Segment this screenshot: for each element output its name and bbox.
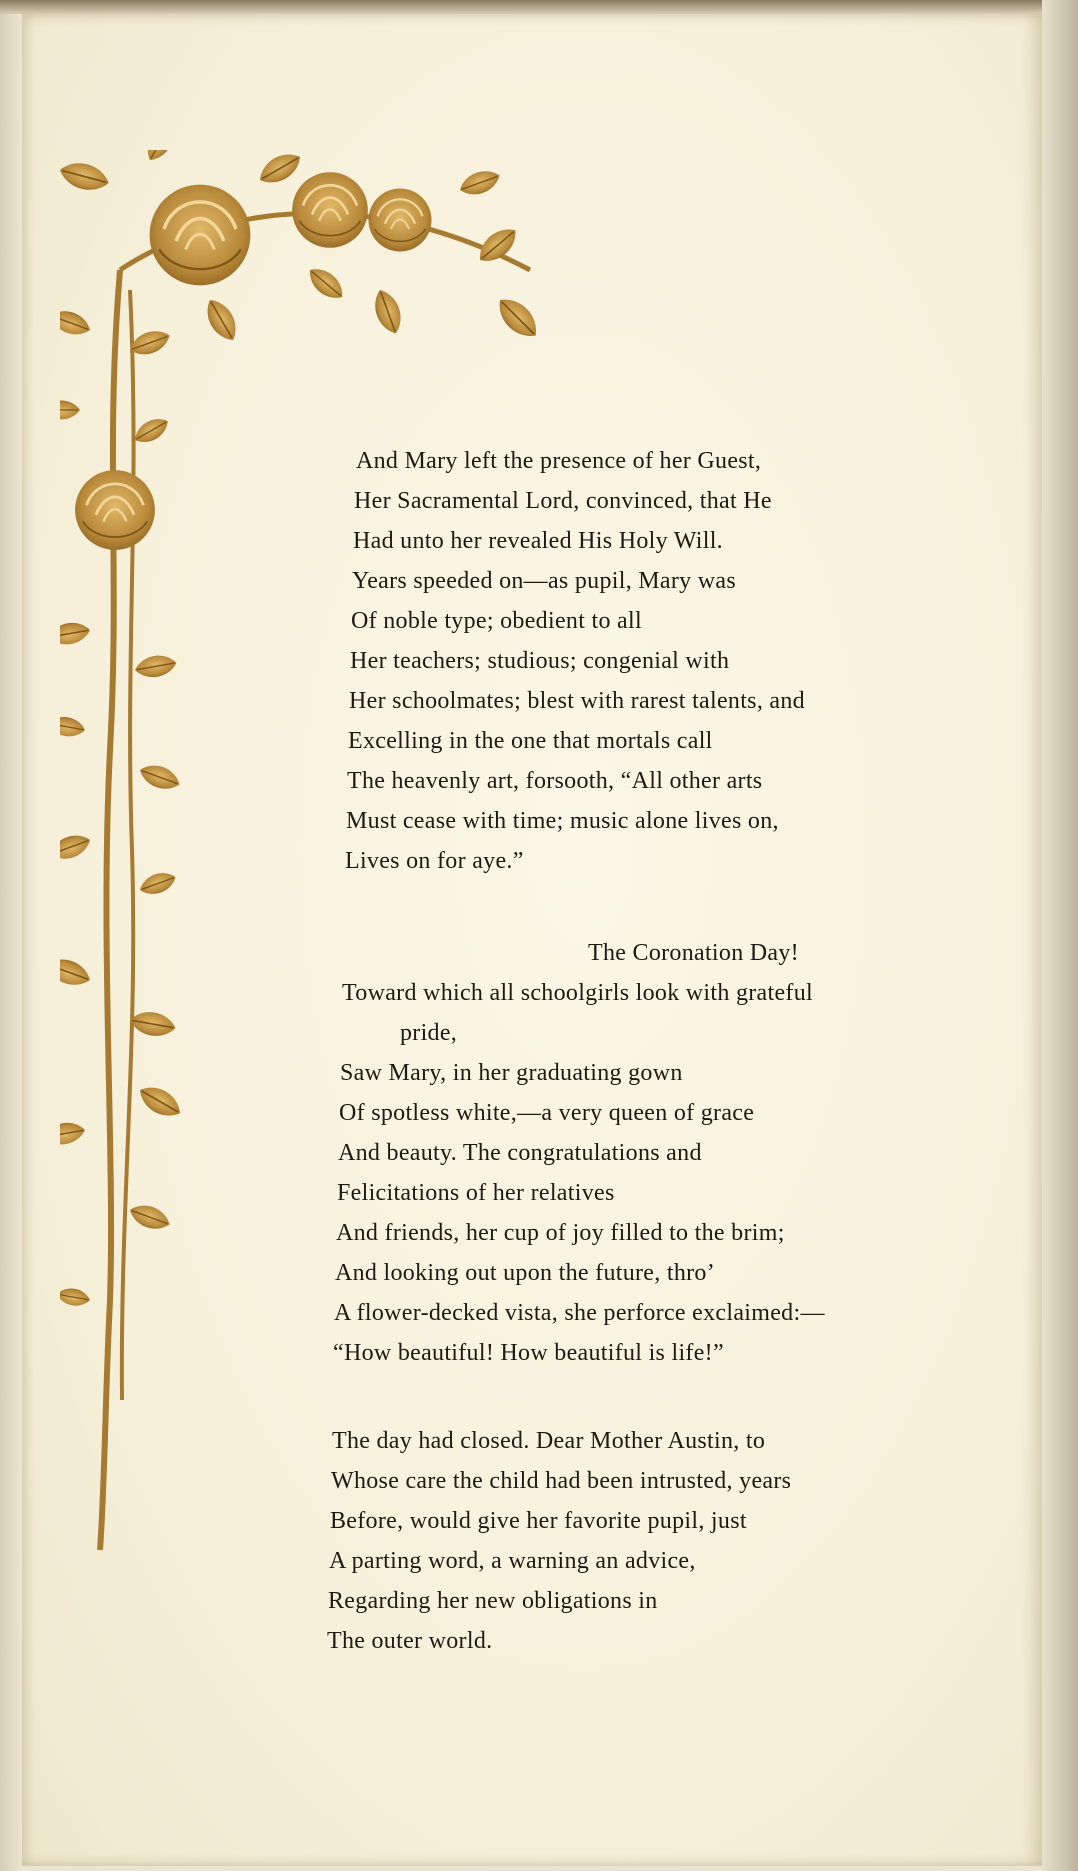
poem-line: Her schoolmates; blest with rarest talents, and (349, 688, 805, 714)
poem-line: And friends, her cup of joy filled to the brim; (336, 1220, 785, 1246)
poem-line: A flower-decked vista, she perforce exclaimed:— (334, 1300, 825, 1326)
poem-line: And Mary left the presence of her Guest, (356, 448, 762, 474)
poem-line: A parting word, a warning an advice, (329, 1548, 696, 1574)
poem-line: Felicitations of her relatives (337, 1180, 615, 1206)
poem-line: The Coronation Day! (588, 940, 799, 966)
poem-line: And beauty. The congratulations and (338, 1140, 702, 1166)
poem-line: Her Sacramental Lord, convinced, that He (354, 488, 772, 514)
poem-line: Lives on for aye.” (345, 848, 524, 874)
poem-line: Of noble type; obedient to all (351, 608, 642, 634)
poem-line: Whose care the child had been intrusted, years (331, 1468, 792, 1494)
poem-line: Excelling in the one that mortals call (348, 728, 713, 754)
poem-line: Had unto her revealed His Holy Will. (353, 528, 723, 554)
poem-line: Toward which all schoolgirls look with grateful (342, 980, 813, 1006)
poem-line: Her teachers; studious; congenial with (350, 648, 730, 674)
poem-line: The heavenly art, forsooth, “All other arts (347, 768, 763, 794)
poem-line: The outer world. (327, 1628, 493, 1654)
poem-line: Saw Mary, in her graduating gown (340, 1060, 683, 1086)
poem-line: “How beautiful! How beautiful is life!” (333, 1340, 724, 1366)
poem-line: Regarding her new obligations in (328, 1588, 658, 1614)
poem-line: Of spotless white,—a very queen of grace (339, 1100, 755, 1126)
poem-line: Before, would give her favorite pupil, just (330, 1508, 747, 1534)
poem-line: Must cease with time; music alone lives on, (346, 808, 779, 834)
poem-line: pride, (400, 1020, 458, 1046)
poem-line: And looking out upon the future, thro’ (335, 1260, 716, 1286)
poem-line: Years speeded on—as pupil, Mary was (352, 568, 736, 594)
poem-line: The day had closed. Dear Mother Austin, to (332, 1428, 766, 1454)
